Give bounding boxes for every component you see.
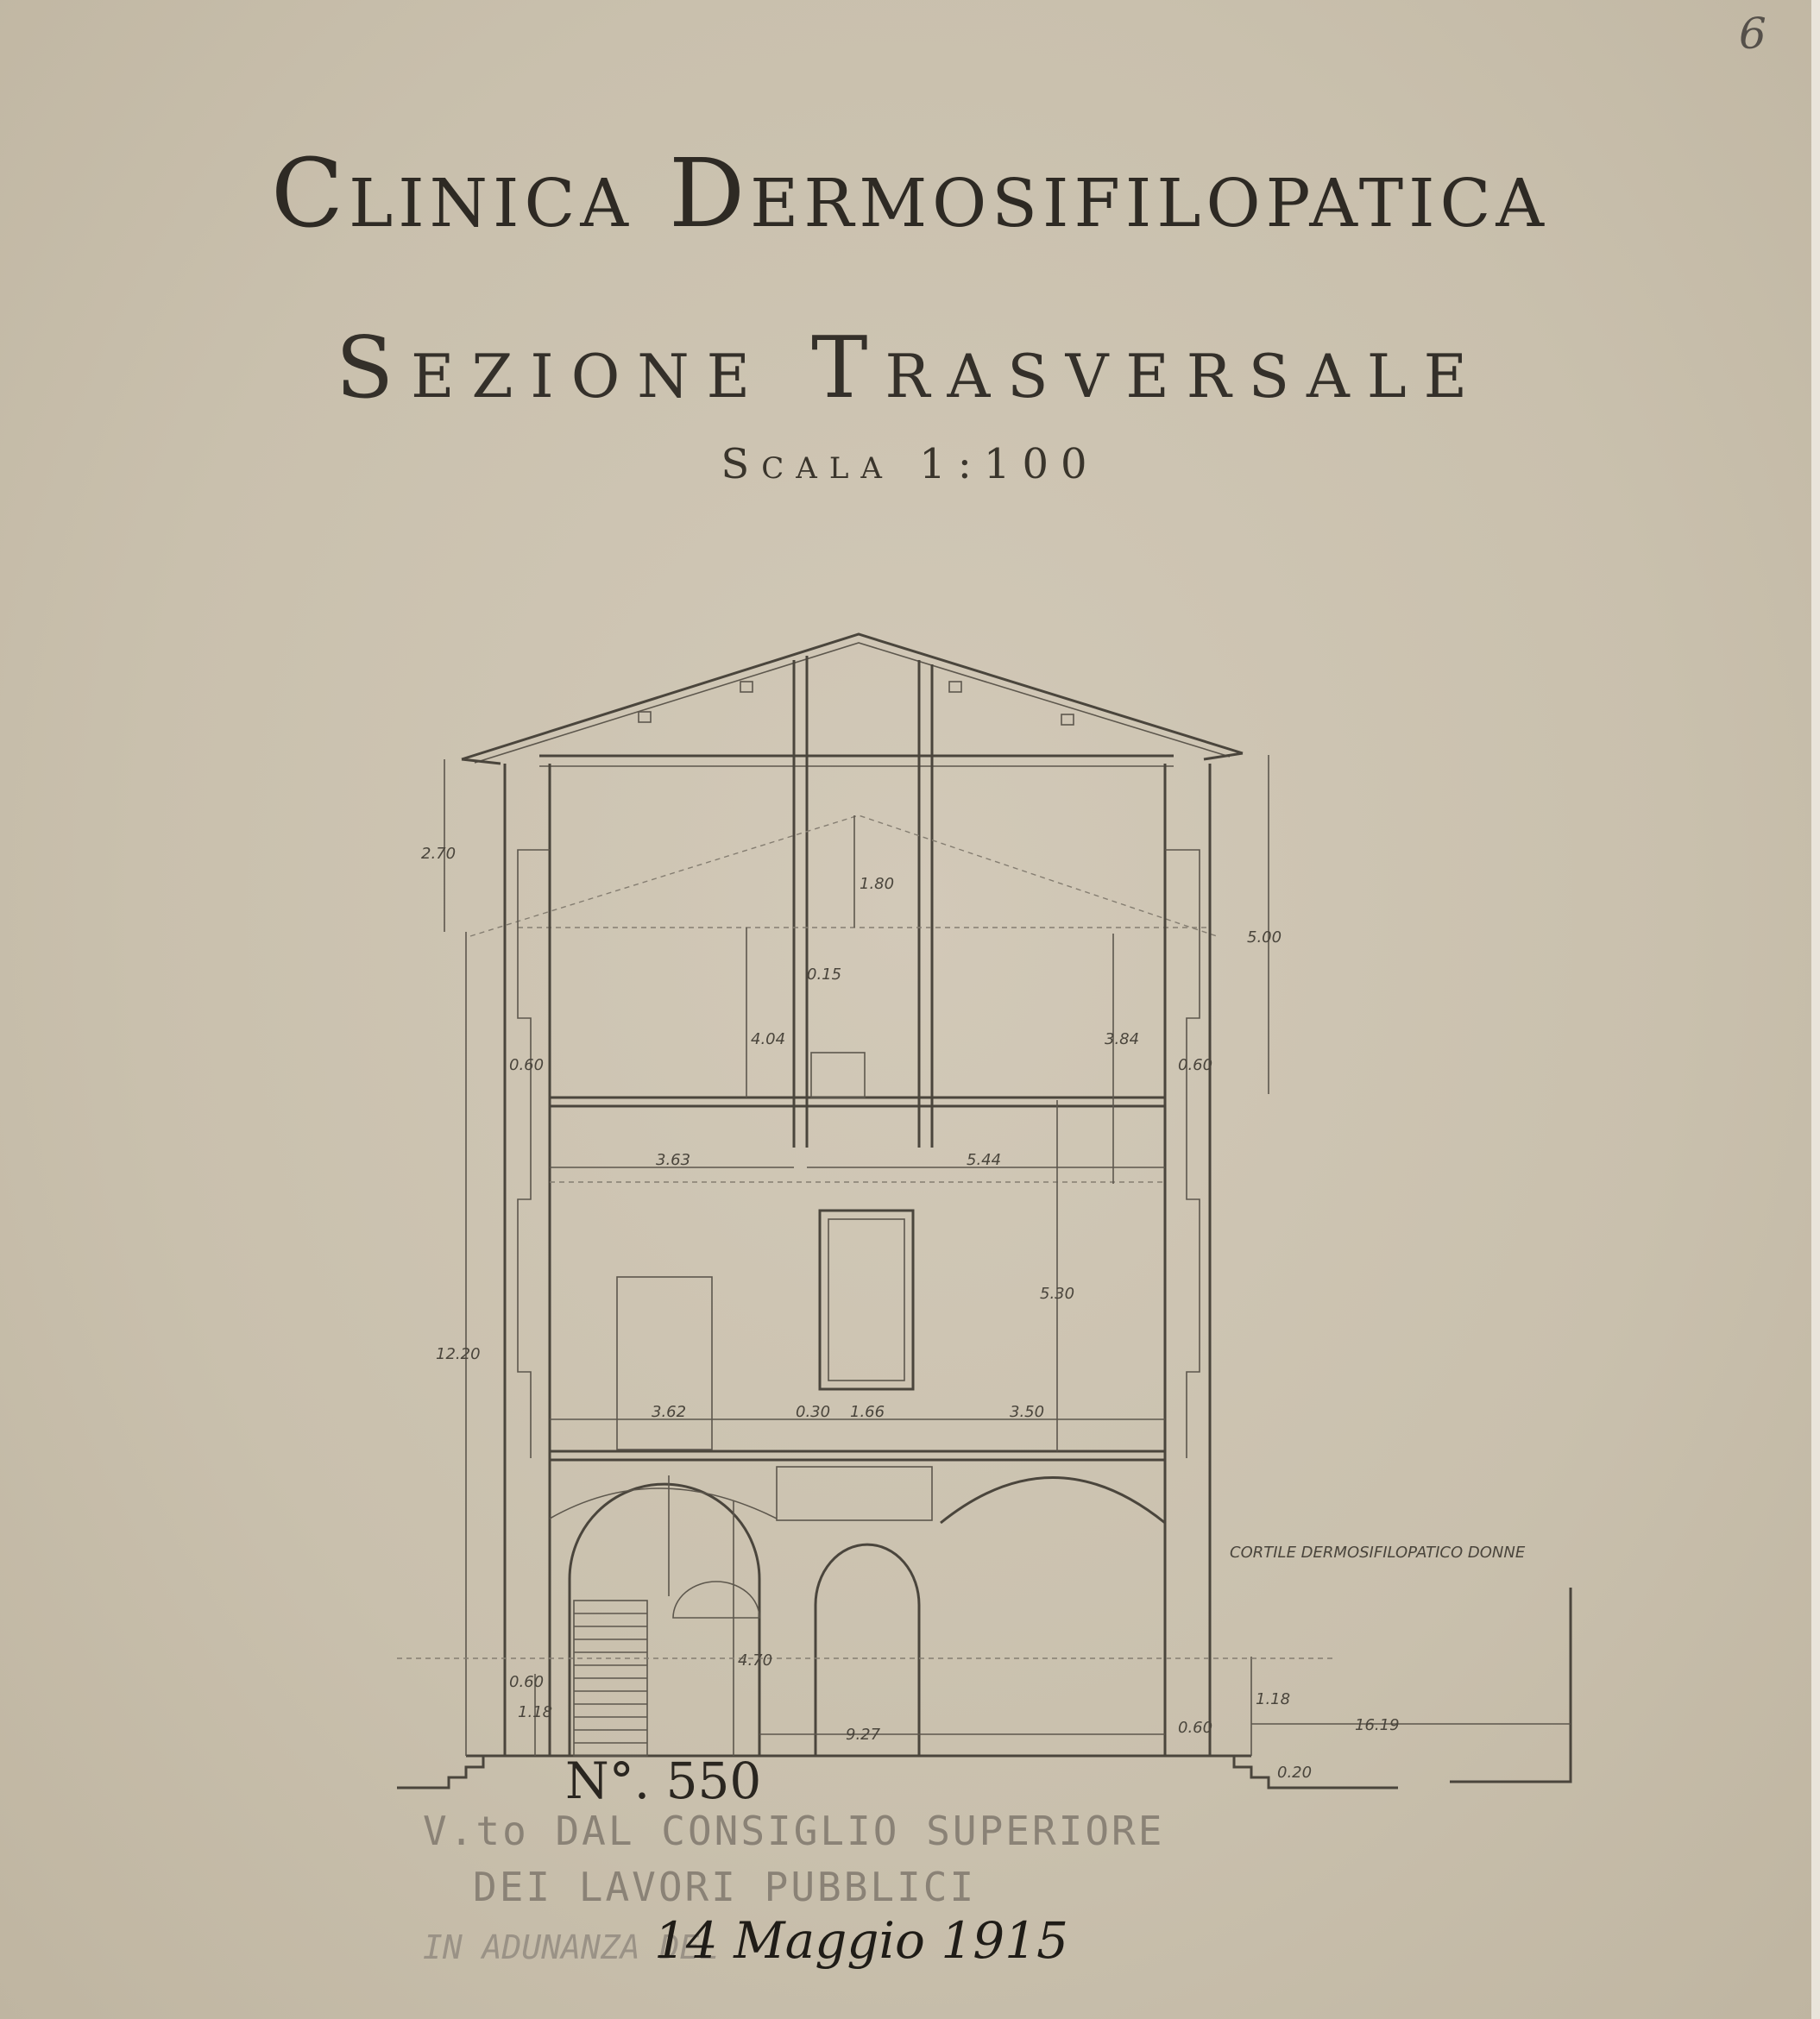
dim-0-20: 0.20 [1277, 1764, 1313, 1782]
dim-0-60-b: 0.60 [1178, 1056, 1213, 1074]
dim-4-70: 4.70 [738, 1651, 773, 1670]
drawing-title: Clinica Dermosifilopatica [270, 138, 1550, 248]
drawing-subtitle: Sezione Trasversale [335, 319, 1485, 418]
staircase [574, 1601, 647, 1756]
dim-3-62: 3.62 [652, 1403, 687, 1421]
walls [505, 764, 1213, 1756]
dim-3-50: 3.50 [1010, 1403, 1045, 1421]
stamp-line-2: DEI LAVORI PUBBLICI [473, 1864, 977, 1910]
sheet-number: 6 [1739, 9, 1766, 59]
dim-1-18-b: 1.18 [1256, 1690, 1291, 1708]
dim-0-60-d: 0.60 [1178, 1719, 1213, 1737]
dim-5-00: 5.00 [1247, 928, 1282, 947]
dim-0-30: 0.30 [796, 1403, 831, 1421]
dim-3-84: 3.84 [1105, 1030, 1140, 1048]
openings [617, 1053, 913, 1450]
dim-16-19: 16.19 [1355, 1716, 1400, 1734]
dim-1-18-a: 1.18 [518, 1703, 553, 1721]
dim-0-60-c: 0.60 [509, 1673, 545, 1691]
stamp-line-1: V.to DAL CONSIGLIO SUPERIORE [423, 1808, 1165, 1854]
stamp-date: 14 Maggio 1915 [654, 1911, 1068, 1970]
dim-2-70: 2.70 [421, 845, 457, 863]
dim-0-60-a: 0.60 [509, 1056, 545, 1074]
courtyard-wall [1450, 1588, 1571, 1782]
dim-12-20: 12.20 [436, 1345, 481, 1363]
dim-1-66: 1.66 [850, 1403, 885, 1421]
dim-5-44: 5.44 [967, 1151, 1002, 1169]
dim-4-04: 4.04 [751, 1030, 786, 1048]
dim-1-80: 1.80 [860, 875, 895, 893]
courtyard-label: CORTILE DERMOSIFILOPATICO DONNE [1230, 1544, 1526, 1562]
dim-3-63: 3.63 [656, 1151, 691, 1169]
dimension-lines [397, 755, 1571, 1756]
dim-9-27: 9.27 [846, 1726, 881, 1744]
roof [462, 634, 1243, 1148]
ground-floor-arches [550, 1467, 1165, 1756]
old-roof-outline [470, 815, 1217, 936]
drawing-scale: Scala 1:100 [721, 440, 1099, 488]
dim-5-30: 5.30 [1040, 1285, 1075, 1303]
floors [397, 1098, 1398, 1788]
dim-0-15: 0.15 [807, 965, 842, 984]
dimension-labels [421, 845, 1526, 1782]
stamp-number: N°. 550 [565, 1752, 762, 1810]
stamp-line-3: IN ADUNANZA DEL [423, 1928, 720, 1966]
